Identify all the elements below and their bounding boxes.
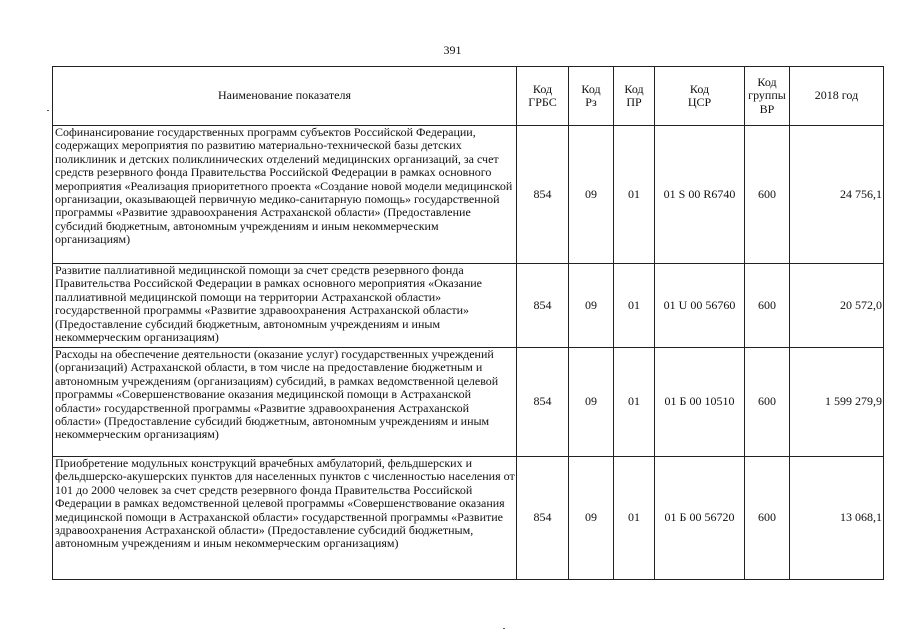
row-pr: 01 bbox=[614, 126, 655, 264]
header-year: 2018 год bbox=[790, 67, 884, 126]
header-pr: Код ПР bbox=[614, 67, 655, 126]
row-name: Приобретение модульных конструкций врачебных амбулаторий, фельдшерских и фельдшерско-акушерских пунктов для населенных пунктов с численностью населения от 101 до 2000 человек за счет средств резервного фонда Правительства Российской Федерации в рамках ведомственной целевой программы «Совершенствование оказания медицинской помощи в Астраханской области» государственной программы «Развитие здравоохранения Астраханской области» (Предоставление субсидий бюджетным, автономным учреждениям и иным некоммерческим организациям) bbox=[53, 457, 517, 580]
row-csr: 01 Б 00 56720 bbox=[655, 457, 745, 580]
table-row bbox=[53, 457, 884, 580]
row-name: Расходы на обеспечение деятельности (оказание услуг) государственных учреждений (организаций) Астраханской области, в том числе на предоставление бюджетным и автономным учреждениям (организациям) субсидий, в рамках ведомственной целевой программы «Совершенствование оказания медицинской помощи в Астраханской области» государственной программы «Развитие здравоохранения Астраханской области» (Предоставление субсидий бюджетным, автономным учреждениям и иным некоммерческим организациям) bbox=[53, 348, 517, 457]
header-csr: Код ЦСР bbox=[655, 67, 745, 126]
row-rz: 09 bbox=[569, 348, 614, 457]
row-amount: 13 068,1 bbox=[790, 457, 884, 580]
row-rz: 09 bbox=[569, 264, 614, 348]
row-grbs: 854 bbox=[517, 126, 569, 264]
header-grbs: Код ГРБС bbox=[517, 67, 569, 126]
row-name: Софинансирование государственных программ субъектов Российской Федерации, содержащих мероприятия по развитию материально-технической базы детских поликлиник и детских поликлинических отделений медицинских организаций, за счет средств резервного фонда Правительства Российской Федерации в рамках основного мероприятия «Реализация приоритетного проекта «Создание новой модели медицинской организации, оказывающей первичную медико-санитарную помощь» государственной программы «Развитие здравоохранения Астраханской области» (Предоставление субсидий бюджетным, автономным учреждениям и иным некоммерческим организациям) bbox=[53, 126, 517, 264]
row-vr: 600 bbox=[745, 457, 790, 580]
row-pr: 01 bbox=[614, 457, 655, 580]
row-amount: 24 756,1 bbox=[790, 126, 884, 264]
table-row bbox=[53, 126, 884, 264]
row-amount: 20 572,0 bbox=[790, 264, 884, 348]
header-row bbox=[53, 67, 884, 126]
row-grbs: 854 bbox=[517, 348, 569, 457]
row-rz: 09 bbox=[569, 126, 614, 264]
row-vr: 600 bbox=[745, 264, 790, 348]
row-name: Развитие паллиативной медицинской помощи за счет средств резервного фонда Правительства Российской Федерации в рамках основного мероприятия «Оказание паллиативной медицинской помощи на территории Астраханской области» государственной программы «Развитие здравоохранения Астраханской области» (Предоставление субсидий бюджетным, автономным учреждениям и иным некоммерческим организациям) bbox=[53, 264, 517, 348]
table-row bbox=[53, 348, 884, 457]
header-rz: Код Рз bbox=[569, 67, 614, 126]
table-row bbox=[53, 264, 884, 348]
row-pr: 01 bbox=[614, 348, 655, 457]
page-number: 391 bbox=[443, 43, 462, 57]
scan-speck bbox=[503, 628, 505, 629]
row-csr: 01 S 00 R6740 bbox=[655, 126, 745, 264]
scan-speck bbox=[47, 110, 49, 111]
row-vr: 600 bbox=[745, 126, 790, 264]
row-vr: 600 bbox=[745, 348, 790, 457]
row-rz: 09 bbox=[569, 457, 614, 580]
row-csr: 01 Б 00 10510 bbox=[655, 348, 745, 457]
header-vr: Код группы ВР bbox=[745, 67, 790, 126]
budget-table bbox=[52, 66, 884, 580]
row-amount: 1 599 279,9 bbox=[790, 348, 884, 457]
row-csr: 01 U 00 56760 bbox=[655, 264, 745, 348]
row-pr: 01 bbox=[614, 264, 655, 348]
row-grbs: 854 bbox=[517, 264, 569, 348]
header-name: Наименование показателя bbox=[53, 67, 517, 126]
row-grbs: 854 bbox=[517, 457, 569, 580]
